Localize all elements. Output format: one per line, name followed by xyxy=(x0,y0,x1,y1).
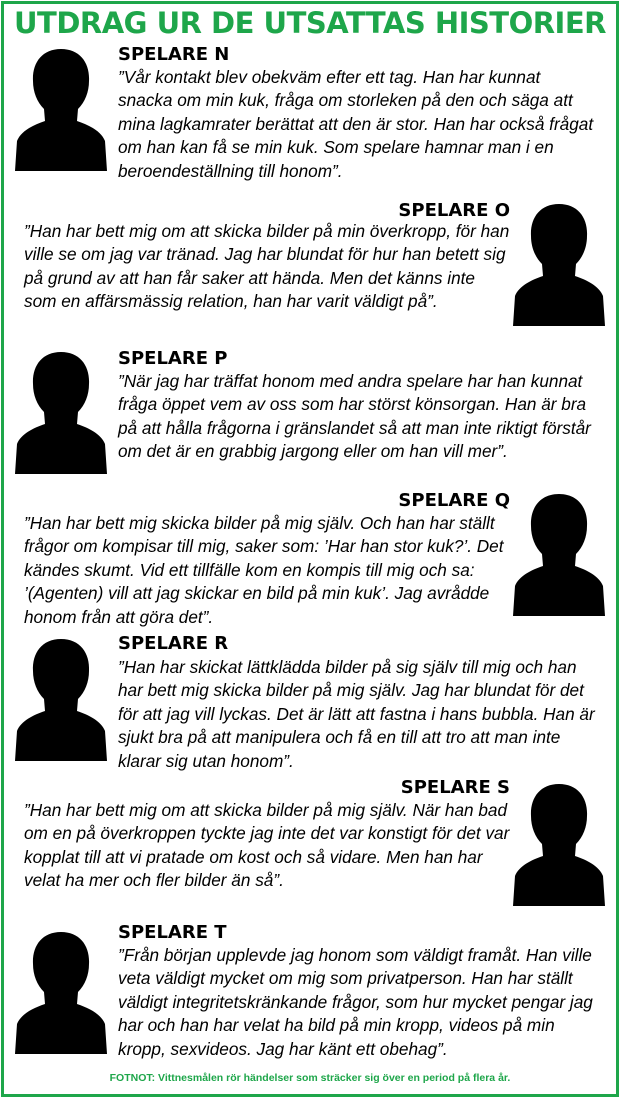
player-quote: ”Han har bett mig skicka bilder på mig själv. Och han har ställt frågor om kompisar till mig, saker som: ’Har han stor kuk?’. Det kändes skumt. Vid ett tillfälle kom en kompis till mig och sa: ’(Agenten) vill att jag skickar en bild på min kuk’. Jag avrådde honom från att göra det”. xyxy=(24,513,504,627)
player-quote: ”Från början upplevde jag honom som väldigt framåt. Han ville veta väldigt mycket om mig som privatperson. Han har ställt väldigt integritetskränkande frågor, som hur mycket pengar jag har och han har velat ha bild på min kropp, videos på min kropp, sexvideos. Jag har känt ett obehag”. xyxy=(118,945,593,1059)
player-name: SPELARE R xyxy=(118,633,229,654)
player-name: SPELARE S xyxy=(400,777,510,798)
player-name: SPELARE O xyxy=(398,200,510,221)
player-quote: ”Han har skickat lättklädda bilder på sig själv till mig och han har bett mig skicka bilder på mig själv. Jag har blundat för det för att jag vill lyckas. Det är lätt att fastna i hans bubbla. Han är sjukt bra på att manipulera och få en till att tro att man inte klarar sig utan honom”. xyxy=(118,657,595,771)
silhouette-icon xyxy=(513,780,605,906)
player-name: SPELARE N xyxy=(118,44,230,65)
silhouette-icon xyxy=(513,490,605,616)
silhouette-icon xyxy=(15,928,107,1054)
footnote: FOTNOT: Vittnesmålen rör händelser som sträcker sig över en period på flera år. xyxy=(109,1072,511,1084)
page-title: UTDRAG UR DE UTSATTAS HISTORIER xyxy=(14,6,606,40)
player-quote: ”Han har bett mig om att skicka bilder på mig själv. När han bad om en på överkroppen tyckte jag inte det var konstigt för det var kopplat till att vi pratade om kost och så vidare. Men han har velat ha mer och fler bilder än så”. xyxy=(24,800,510,891)
silhouette-icon xyxy=(15,45,107,171)
player-quote: ”Han har bett mig om att skicka bilder på min överkropp, för han ville se om jag var tränad. Jag har blundat för hur han betett sig på grund av att han får saker att hända. Men det känns inte som en affärsmässig relation, han har varit väldigt på”. xyxy=(24,221,510,312)
silhouette-icon xyxy=(15,348,107,474)
player-quote: ”När jag har träffat honom med andra spelare har han kunnat fråga öppet vem av oss som har störst könsorgan. Han är bra på att hålla frågorna i gränslandet så att man inte riktigt förstår om det är en grabbig jargong eller om han vill mer”. xyxy=(118,371,591,462)
player-name: SPELARE T xyxy=(118,922,227,943)
silhouette-icon xyxy=(513,200,605,326)
player-name: SPELARE Q xyxy=(398,490,510,511)
silhouette-icon xyxy=(15,635,107,761)
player-name: SPELARE P xyxy=(118,348,228,369)
player-quote: ”Vår kontakt blev obekväm efter ett tag. Han har kunnat snacka om min kuk, fråga om storleken på den och säga att mina lagkamrater berättat att den är stor. Han har också frågat om han kan få se min kuk. Som spelare hamnar man i en beroendeställning till honom”. xyxy=(118,67,594,181)
